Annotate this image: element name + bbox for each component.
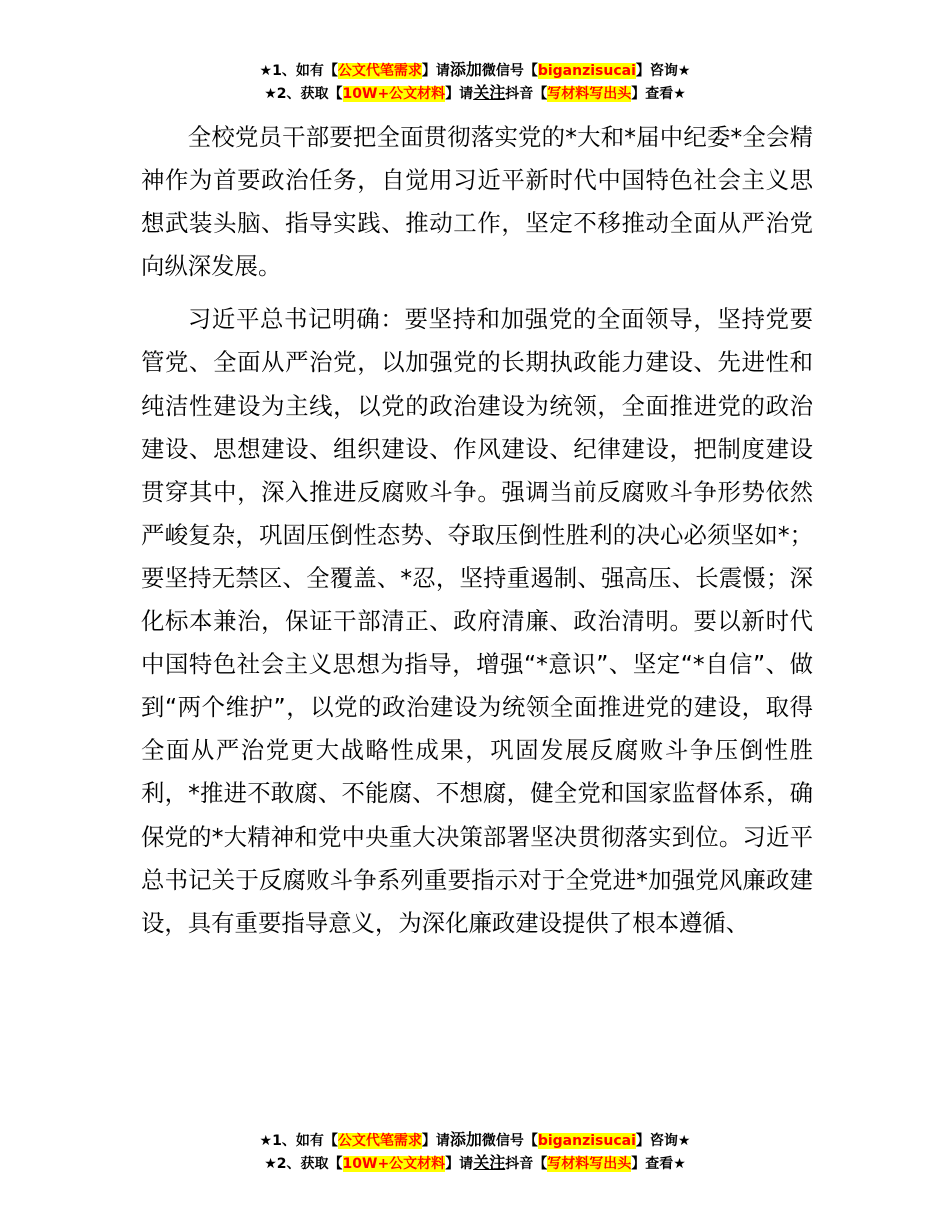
header-line-1-suffix: 】咨询★: [635, 63, 691, 79]
header-line-1-prefix: ★1、如有【: [259, 63, 338, 79]
footer-banner: [0, 1129, 950, 1175]
footer-line-2: [0, 1152, 950, 1175]
header-line-1: [0, 59, 950, 82]
header-line-2: [0, 82, 950, 105]
footer-line-1-highlight-wechat-id: biganzisucai: [537, 1133, 636, 1149]
footer-line-1: [0, 1129, 950, 1152]
document-body: [141, 116, 813, 945]
header-line-2-highlight-douyin: 写材料写出头: [547, 86, 632, 102]
header-line-2-suffix: 】查看★: [631, 86, 686, 102]
header-line-2-highlight-materials: 10W+公文材料: [342, 86, 446, 102]
header-line-1-highlight-wechat-id: biganzisucai: [537, 63, 636, 79]
header-line-1-emphasis: 添加: [449, 60, 482, 79]
paragraph-1: 全校党员干部要把全面贯彻落实党的*大和*届中纪委*全会精神作为首要政治任务，自觉用习近平新时代中国特色社会主义思想武装头脑、指导实践、推动工作，坚定不移推动全面从严治党向纵深发展。: [141, 123, 813, 281]
footer-line-1-suffix: 】咨询★: [635, 1133, 691, 1149]
footer-line-1-middle-b: 微信号【: [481, 1133, 538, 1149]
header-line-2-prefix: ★2、获取【: [264, 86, 343, 102]
footer-line-2-middle-a: 】请: [445, 1156, 474, 1172]
footer-line-2-suffix: 】查看★: [631, 1156, 686, 1172]
header-line-1-highlight-service: 公文代笔需求: [337, 63, 422, 79]
footer-line-2-middle-b: 抖音【: [505, 1156, 548, 1172]
footer-line-2-highlight-douyin: 写材料写出头: [547, 1156, 632, 1172]
paragraph-2: 习近平总书记明确：要坚持和加强党的全面领导，坚持党要管党、全面从严治党，以加强党的长期执政能力建设、先进性和纯洁性建设为主线，以党的政治建设为统领，全面推进党的政治建设、思想建设、组织建设、作风建设、纪律建设，把制度建设贯穿其中，深入推进反腐败斗争。强调当前反腐败斗争形势依然严峻复杂，巩固压倒性态势、夺取压倒性胜利的决心必须坚如*；要坚持无禁区、全覆盖、*忍，坚持重遏制、强高压、长震慑；深化标本兼治，保证干部清正、政府清廉、政治清明。要以新时代中国特色社会主义思想为指导，增强“*意识”、坚定“*自信”、做到“两个维护”，以党的政治建设为统领全面推进党的建设，取得全面从严治党更大战略性成果，巩固发展反腐败斗争压倒性胜利，*推进不敢腐、不能腐、不想腐，健全党和国家监督体系，确保党的*大精神和党中央重大决策部署坚决贯彻落实到位。习近平总书记关于反腐败斗争系列重要指示对于全党进*加强党风廉政建设，具有重要指导意义，为深化廉政建设提供了根本遵循、: [141, 305, 813, 937]
header-line-1-middle-a: 】请: [421, 63, 450, 79]
footer-line-2-emphasis: 关注: [473, 1153, 506, 1172]
header-line-2-middle-b: 抖音【: [505, 86, 548, 102]
footer-line-2-highlight-materials: 10W+公文材料: [342, 1156, 446, 1172]
header-banner: [0, 59, 950, 105]
footer-line-1-middle-a: 】请: [421, 1133, 450, 1149]
footer-line-1-prefix: ★1、如有【: [259, 1133, 338, 1149]
header-line-1-middle-b: 微信号【: [481, 63, 538, 79]
header-line-2-emphasis: 关注: [473, 83, 506, 102]
footer-line-1-highlight-service: 公文代笔需求: [337, 1133, 422, 1149]
footer-line-2-prefix: ★2、获取【: [264, 1156, 343, 1172]
footer-line-1-emphasis: 添加: [449, 1130, 482, 1149]
header-line-2-middle-a: 】请: [445, 86, 474, 102]
